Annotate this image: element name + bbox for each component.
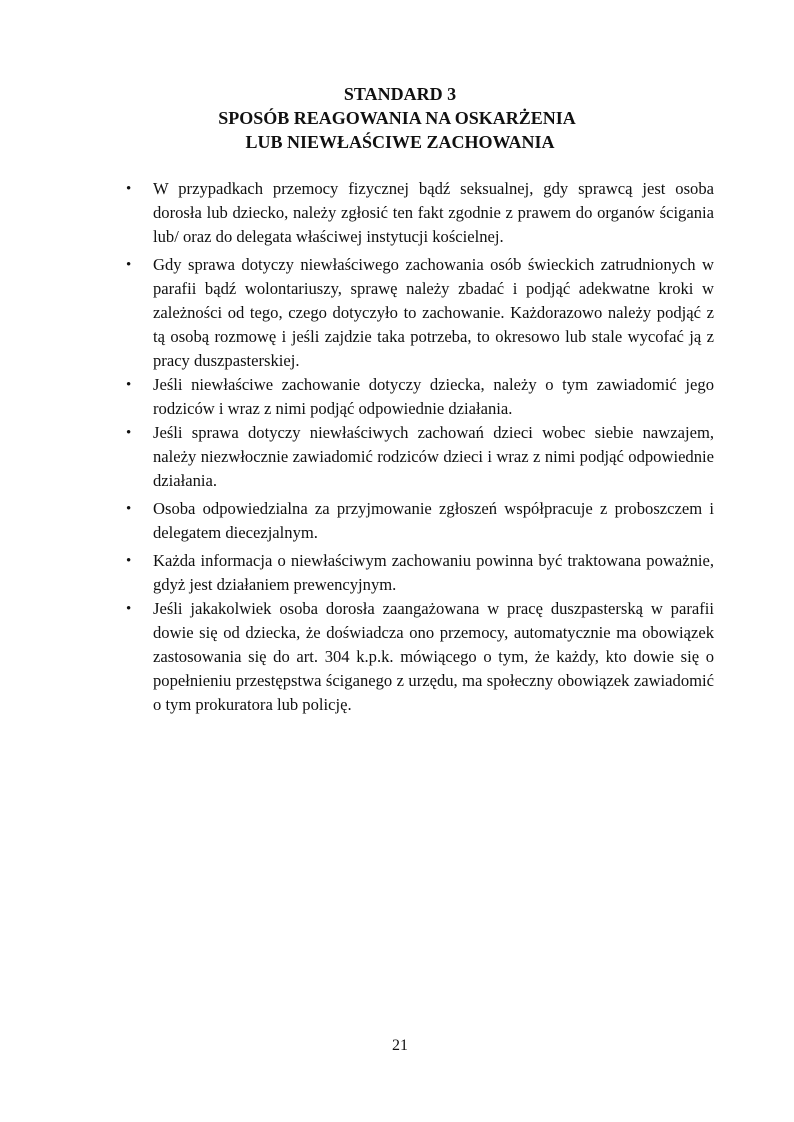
- page-number: 21: [392, 1037, 408, 1054]
- section-heading: [0, 82, 794, 154]
- bullet-icon: •: [126, 377, 132, 393]
- list-item-text: W przypadkach przemocy fizycznej bądź seksualnej, gdy sprawcą jest osoba dorosła lub dziecko, należy zgłosić ten fakt zgodnie z prawem do organów ścigania lub/ oraz do delegata właściwej instytucji kościelnej.: [153, 179, 714, 246]
- list-item-text: Jeśli jakakolwiek osoba dorosła zaangażowana w pracę duszpasterską w parafii dowie się od dziecka, że doświadcza ono przemocy, automatycznie ma obowiązek zastosowania się do art. 304 k.p.k. mówiącego o tym, że każdy, kto dowie się o popełnieniu przestępstwa ściganego z urzędu, ma społeczny obowiązek zawiadomić o tym prokuratora lub policję.: [153, 599, 714, 714]
- list-item-text: Jeśli niewłaściwe zachowanie dotyczy dziecka, należy o tym zawiadomić jego rodziców i wraz z nimi podjąć odpowiednie działania.: [153, 375, 714, 418]
- list-item: [126, 497, 714, 545]
- list-item: [126, 177, 714, 249]
- heading-line-subtitle: LUB NIEWŁAŚCIWE ZACHOWANIA: [245, 132, 555, 152]
- list-item: [126, 373, 714, 421]
- bullet-icon: •: [126, 181, 132, 197]
- heading-line-standard: STANDARD 3: [343, 84, 457, 104]
- list-item-text: Osoba odpowiedzialna za przyjmowanie zgłoszeń współpracuje z proboszczem i delegatem diecezjalnym.: [153, 499, 714, 542]
- list-item-text: Każda informacja o niewłaściwym zachowaniu powinna być traktowana poważnie, gdyż jest działaniem prewencyjnym.: [153, 551, 714, 594]
- list-item: [126, 421, 714, 493]
- list-item-text: Jeśli sprawa dotyczy niewłaściwych zachowań dzieci wobec siebie nawzajem, należy niezwłocznie zawiadomić rodziców dzieci i wraz z nimi podjąć odpowiednie działania.: [153, 423, 714, 490]
- bullet-icon: •: [126, 501, 132, 517]
- bullet-icon: •: [126, 257, 132, 273]
- bullet-icon: •: [126, 553, 132, 569]
- bullet-list: [126, 177, 714, 717]
- list-item: [126, 253, 714, 373]
- heading-line-title: SPOSÓB REAGOWANIA NA OSKARŻENIA: [218, 108, 576, 128]
- list-item-text: Gdy sprawa dotyczy niewłaściwego zachowania osób świeckich zatrudnionych w parafii bądź wolontariuszy, sprawę należy zbadać i podjąć adekwatne kroki w zależności od tego, czego dotyczyło to zachowanie. Każdorazowo należy podjąć z tą osobą rozmowę i jeśli zajdzie taka potrzeba, to okresowo lub stale wycofać ją z pracy duszpasterskiej.: [153, 255, 714, 370]
- bullet-icon: •: [126, 425, 132, 441]
- list-item: [126, 549, 714, 597]
- list-item: [126, 597, 714, 717]
- bullet-icon: •: [126, 601, 132, 617]
